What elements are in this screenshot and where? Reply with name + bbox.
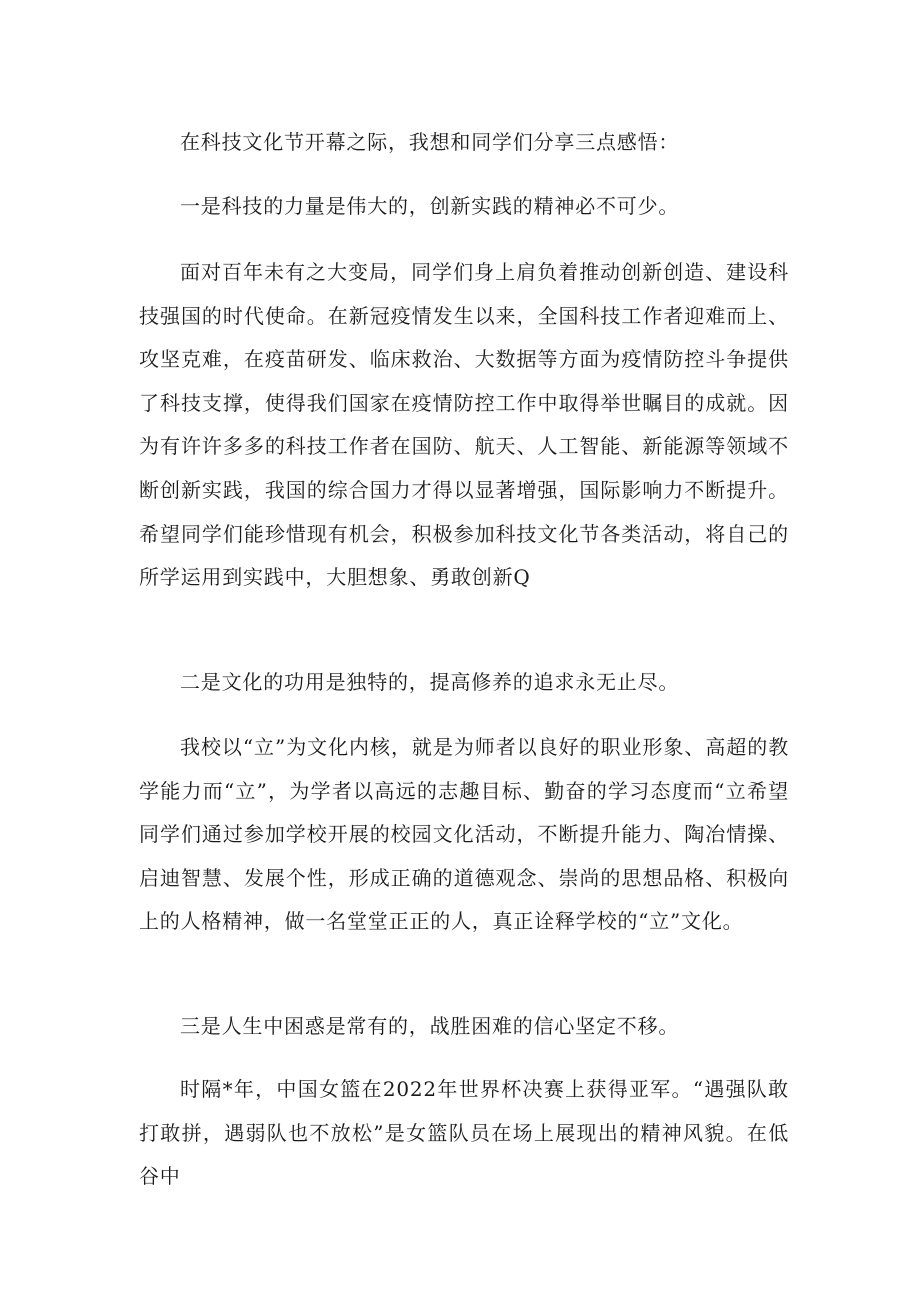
paragraph-point-two-body: 我校以“立”为文化内核，就是为师者以良好的职业形象、高超的教学能力而“立”，为学者以高远的志趣目标、勤奋的学习态度而“立希望同学们通过参加学校开展的校园文化活动，不断提升能力、陶冶情操、启迪智慧、发展个性，形成正确的道德观念、崇尚的思想品格、积极向上的人格精神，做一名堂堂正正的人，真正诠释学校的“立”文化。 <box>139 735 789 934</box>
paragraph-point-one-body: 面对百年未有之大变局，同学们身上肩负着推动创新创造、建设科技强国的时代使命。在新冠疫情发生以来，全国科技工作者迎难而上、攻坚克难，在疫苗研发、临床救治、大数据等方面为疫情防控斗争提供了科技支撑，使得我们国家在疫情防控工作中取得举世瞩目的成就。因为有许许多多的科技工作者在国防、航天、人工智能、新能源等领域不断创新实践，我国的综合国力才得以显著增强，国际影响力不断提升。希望同学们能珍惜现有机会，积极参加科技文化节各类活动，将自己的所学运用到实践中，大胆想象、勇敢创新Q <box>139 260 789 590</box>
paragraph-intro: 在科技文化节开幕之际，我想和同学们分享三点感悟： <box>180 130 680 154</box>
paragraph-point-one-heading: 一是科技的力量是伟大的，创新实践的精神必不可少。 <box>180 194 680 218</box>
paragraph-point-three-heading: 三是人生中困惑是常有的，战胜困难的信心坚定不移。 <box>180 1014 680 1038</box>
paragraph-point-three-body: 时隔*年，中国女篮在2022年世界杯决赛上获得亚军。“遇强队敢打敢拼，遇弱队也不放松”是女篮队员在场上展现出的精神风貌。在低谷中 <box>139 1077 789 1189</box>
paragraph-point-two-heading: 二是文化的功用是独特的，提高修养的追求永无止尽。 <box>180 670 680 694</box>
